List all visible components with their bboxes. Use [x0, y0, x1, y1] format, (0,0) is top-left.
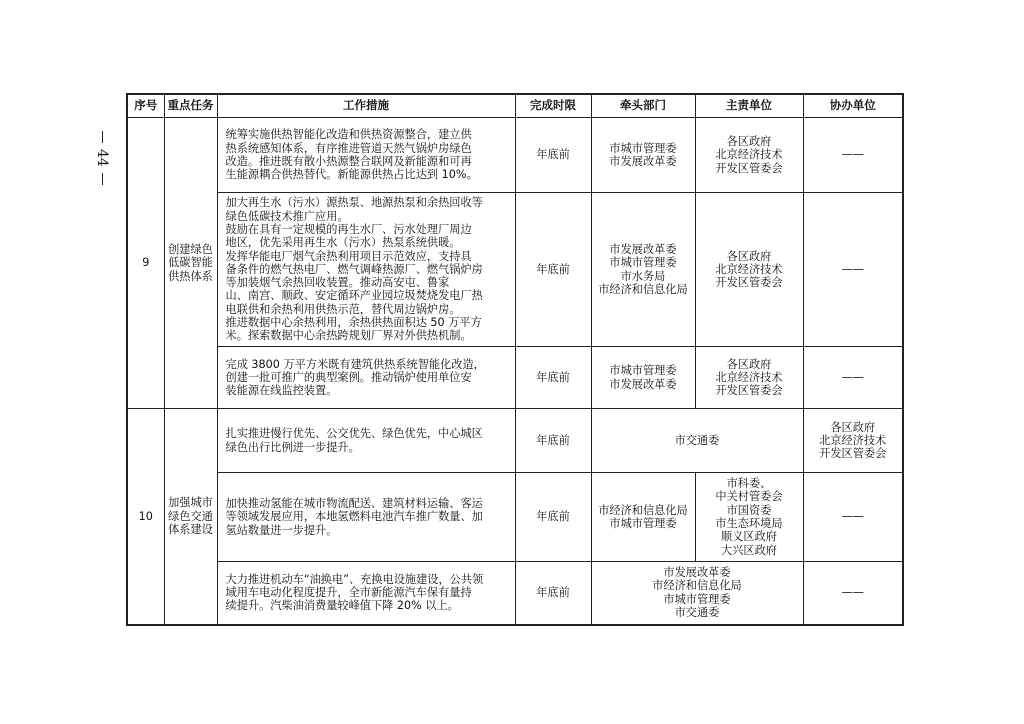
page-number-dash-bottom: [102, 173, 103, 185]
header-deadline: 完成时限: [515, 94, 591, 118]
table-row: [127, 409, 903, 473]
table-row: [127, 347, 903, 409]
work-measure: 统筹实施供热智能化改造和供热资源整合，建立供 热系统感知体系，有序推进管道天然气锅炉房绿色 改造。推进既有散小热源整合联网及新能源和可再 生能源耦合供热替代。新能源供热占比达到 10%。: [217, 118, 515, 193]
deadline: 年底前: [515, 473, 591, 562]
assist-unit: 各区政府 北京经济技术 开发区管委会: [803, 409, 903, 473]
page-number-dash-top: [102, 131, 103, 143]
work-measure: 大力推进机动车“油换电”、充换电设施建设，公共领 域用车电动化程度提升，全市新能源汽车保有量持 续提升。汽柴油消费量较峰值下降 20% 以上。: [217, 562, 515, 625]
main-unit: 各区政府 北京经济技术 开发区管委会: [695, 347, 803, 409]
table-header-row: [127, 94, 903, 118]
header-lead: 牵头部门: [591, 94, 695, 118]
header-assist: 协办单位: [803, 94, 903, 118]
row-number: 10: [127, 409, 164, 625]
lead-department: 市城市管理委 市发展改革委: [591, 118, 695, 193]
assist-unit: ——: [803, 347, 903, 409]
page-number-text: 44: [94, 149, 110, 167]
header-task: 重点任务: [164, 94, 217, 118]
lead-department: 市城市管理委 市发展改革委: [591, 347, 695, 409]
deadline: 年底前: [515, 193, 591, 347]
page-number: [92, 118, 112, 198]
assist-unit: ——: [803, 562, 903, 625]
work-measure: 完成 3800 万平方米既有建筑供热系统智能化改造， 创建一批可推广的典型案例。推动锅炉使用单位安 装能源在线监控装置。: [217, 347, 515, 409]
work-measure: 扎实推进慢行优先、公交优先、绿色优先，中心城区 绿色出行比例进一步提升。: [217, 409, 515, 473]
table-row: [127, 562, 903, 625]
lead-department: 市发展改革委 市城市管理委 市水务局 市经济和信息化局: [591, 193, 695, 347]
work-measure: 加大再生水（污水）源热泵、地源热泵和余热回收等 绿色低碳技术推广应用。 鼓励在具有一定规模的再生水厂、污水处理厂周边 地区，优先采用再生水（污水）热泵系统供暖。 发挥华能电厂烟气余热利用项目示范效应，支持具 备条件的燃气热电厂、燃气调峰热源厂、燃气锅炉房 等加装烟气余热回收装置。推动高安屯、鲁家 山、南宫、顺政、安定循环产业园垃圾焚烧发电厂热 电联供和余热利用供热示范，替代周边锅炉房。 推进数据中心余热利用，余热供热面积达 50 万平方 米。探索数据中心余热跨规划厂界对外供热机制。: [217, 193, 515, 347]
lead-department: 市交通委: [591, 409, 803, 473]
table-row: [127, 118, 903, 193]
task-table: [126, 93, 904, 626]
assist-unit: ——: [803, 473, 903, 562]
key-task: 加强城市 绿色交通 体系建设: [164, 409, 217, 625]
lead-department: 市经济和信息化局 市城市管理委: [591, 473, 695, 562]
lead-department: 市发展改革委 市经济和信息化局 市城市管理委 市交通委: [591, 562, 803, 625]
table-row: [127, 193, 903, 347]
main-unit: 市科委、 中关村管委会 市国资委 市生态环境局 顺义区政府 大兴区政府: [695, 473, 803, 562]
table-row: [127, 473, 903, 562]
header-measure: 工作措施: [217, 94, 515, 118]
main-unit: 各区政府 北京经济技术 开发区管委会: [695, 118, 803, 193]
assist-unit: ——: [803, 193, 903, 347]
header-main: 主责单位: [695, 94, 803, 118]
header-no: 序号: [127, 94, 164, 118]
main-unit: 各区政府 北京经济技术 开发区管委会: [695, 193, 803, 347]
assist-unit: ——: [803, 118, 903, 193]
key-task: 创建绿色 低碳智能 供热体系: [164, 118, 217, 409]
deadline: 年底前: [515, 562, 591, 625]
row-number: 9: [127, 118, 164, 409]
deadline: 年底前: [515, 409, 591, 473]
deadline: 年底前: [515, 347, 591, 409]
work-measure: 加快推动氢能在城市物流配送、建筑材料运输、客运 等领域发展应用，本地氢燃料电池汽车推广数量、加 氢站数量进一步提升。: [217, 473, 515, 562]
deadline: 年底前: [515, 118, 591, 193]
